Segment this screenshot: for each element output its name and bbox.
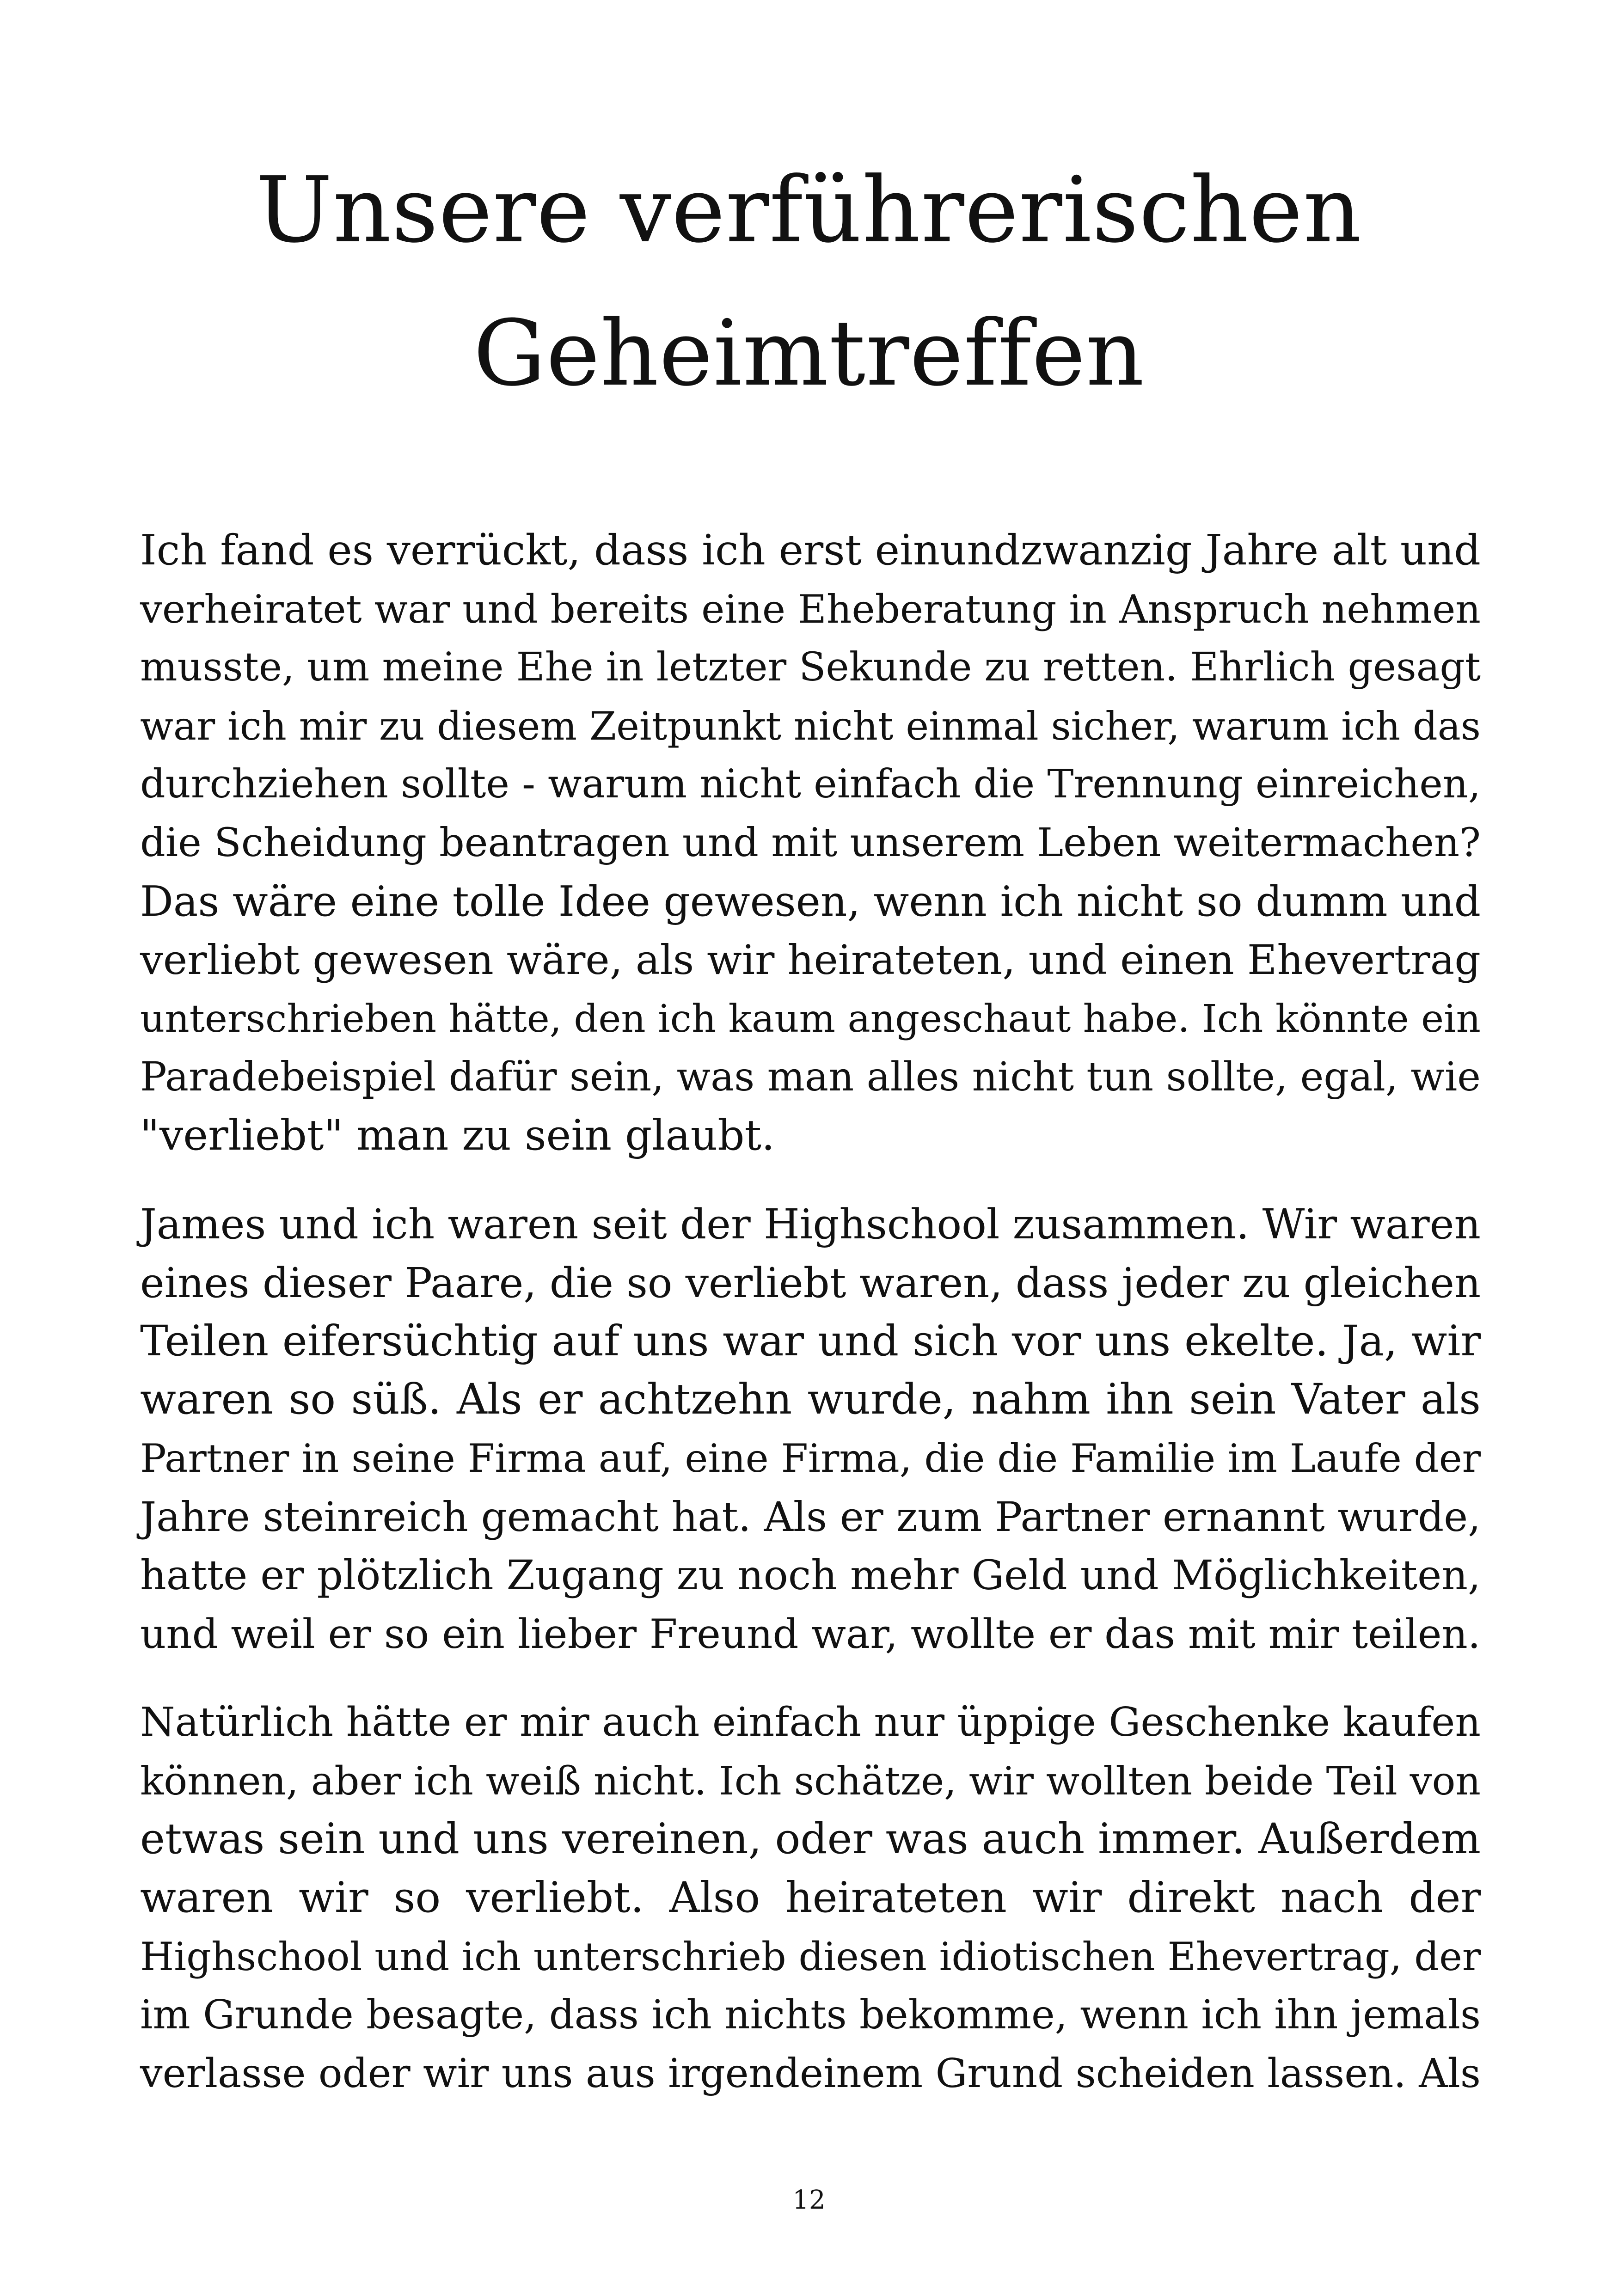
- text-line: etwas sein und uns vereinen, oder was auch immer. Außerdem: [140, 1815, 1481, 1864]
- text-line: waren so süß. Als er achtzehn wurde, nahm ihn sein Vater als: [140, 1375, 1481, 1424]
- page-number: 12: [792, 2185, 826, 2215]
- text-line: durchziehen sollte - warum nicht einfach die Trennung einreichen,: [140, 761, 1481, 808]
- text-line: musste, um meine Ehe in letzter Sekunde zu retten. Ehrlich gesagt: [140, 644, 1481, 691]
- text-line: Das wäre eine tolle Idee gewesen, wenn ich nicht so dumm und: [140, 877, 1481, 926]
- text-line: Partner in seine Firma auf, eine Firma, die die Familie im Laufe der: [140, 1435, 1481, 1481]
- chapter-title-line: Unsere verführerischen: [256, 158, 1362, 263]
- text-line: verlasse oder wir uns aus irgendeinem Grund scheiden lassen. Als: [140, 2050, 1481, 2097]
- text-line: Ich fand es verrückt, dass ich erst einundzwanzig Jahre alt und: [140, 526, 1481, 575]
- text-line: können, aber ich weiß nicht. Ich schätze, wir wollten beide Teil von: [140, 1757, 1481, 1804]
- text-line: unterschrieben hätte, den ich kaum angeschaut habe. Ich könnte ein: [140, 996, 1481, 1041]
- text-line: James und ich waren seit der Highschool zusammen. Wir waren: [140, 1200, 1481, 1249]
- text-line: und weil er so ein lieber Freund war, wollte er das mit mir teilen.: [140, 1610, 1481, 1658]
- text-line: im Grunde besagte, dass ich nichts bekomme, wenn ich ihn jemals: [140, 1992, 1481, 2039]
- text-line: Paradebeispiel dafür sein, was man alles nicht tun sollte, egal, wie: [140, 1054, 1481, 1101]
- paragraph: [140, 1693, 1481, 2103]
- text-line: Teilen eifersüchtig auf uns war und sich vor uns ekelte. Ja, wir: [140, 1316, 1481, 1365]
- text-line: Jahre steinreich gemacht hat. Als er zum Partner ernannt wurde,: [140, 1493, 1481, 1541]
- chapter-title: [139, 139, 1479, 425]
- text-line: Natürlich hätte er mir auch einfach nur üppige Geschenke kaufen: [140, 1699, 1481, 1746]
- text-line: verliebt gewesen wäre, als wir heirateten, und einen Ehevertrag: [140, 936, 1481, 984]
- text-line: hatte er plötzlich Zugang zu noch mehr Geld und Möglichkeiten,: [140, 1551, 1481, 1599]
- chapter-title-line: Geheimtreffen: [473, 301, 1145, 406]
- body-text: [140, 521, 1481, 2133]
- text-line: die Scheidung beantragen und mit unserem Leben weitermachen?: [140, 820, 1481, 866]
- text-line: waren wir so verliebt. Also heirateten wir direkt nach der: [140, 1874, 1481, 1923]
- paragraph: [140, 1195, 1481, 1664]
- text-line: verheiratet war und bereits eine Eheberatung in Anspruch nehmen: [140, 586, 1481, 632]
- text-line: "verliebt" man zu sein glaubt.: [140, 1111, 775, 1160]
- text-line: Highschool und ich unterschrieb diesen idiotischen Ehevertrag, der: [140, 1934, 1481, 1979]
- text-line: eines dieser Paare, die so verliebt waren, dass jeder zu gleichen: [140, 1259, 1481, 1307]
- text-line: war ich mir zu diesem Zeitpunkt nicht einmal sicher, warum ich das: [140, 703, 1481, 749]
- paragraph: [140, 521, 1481, 1165]
